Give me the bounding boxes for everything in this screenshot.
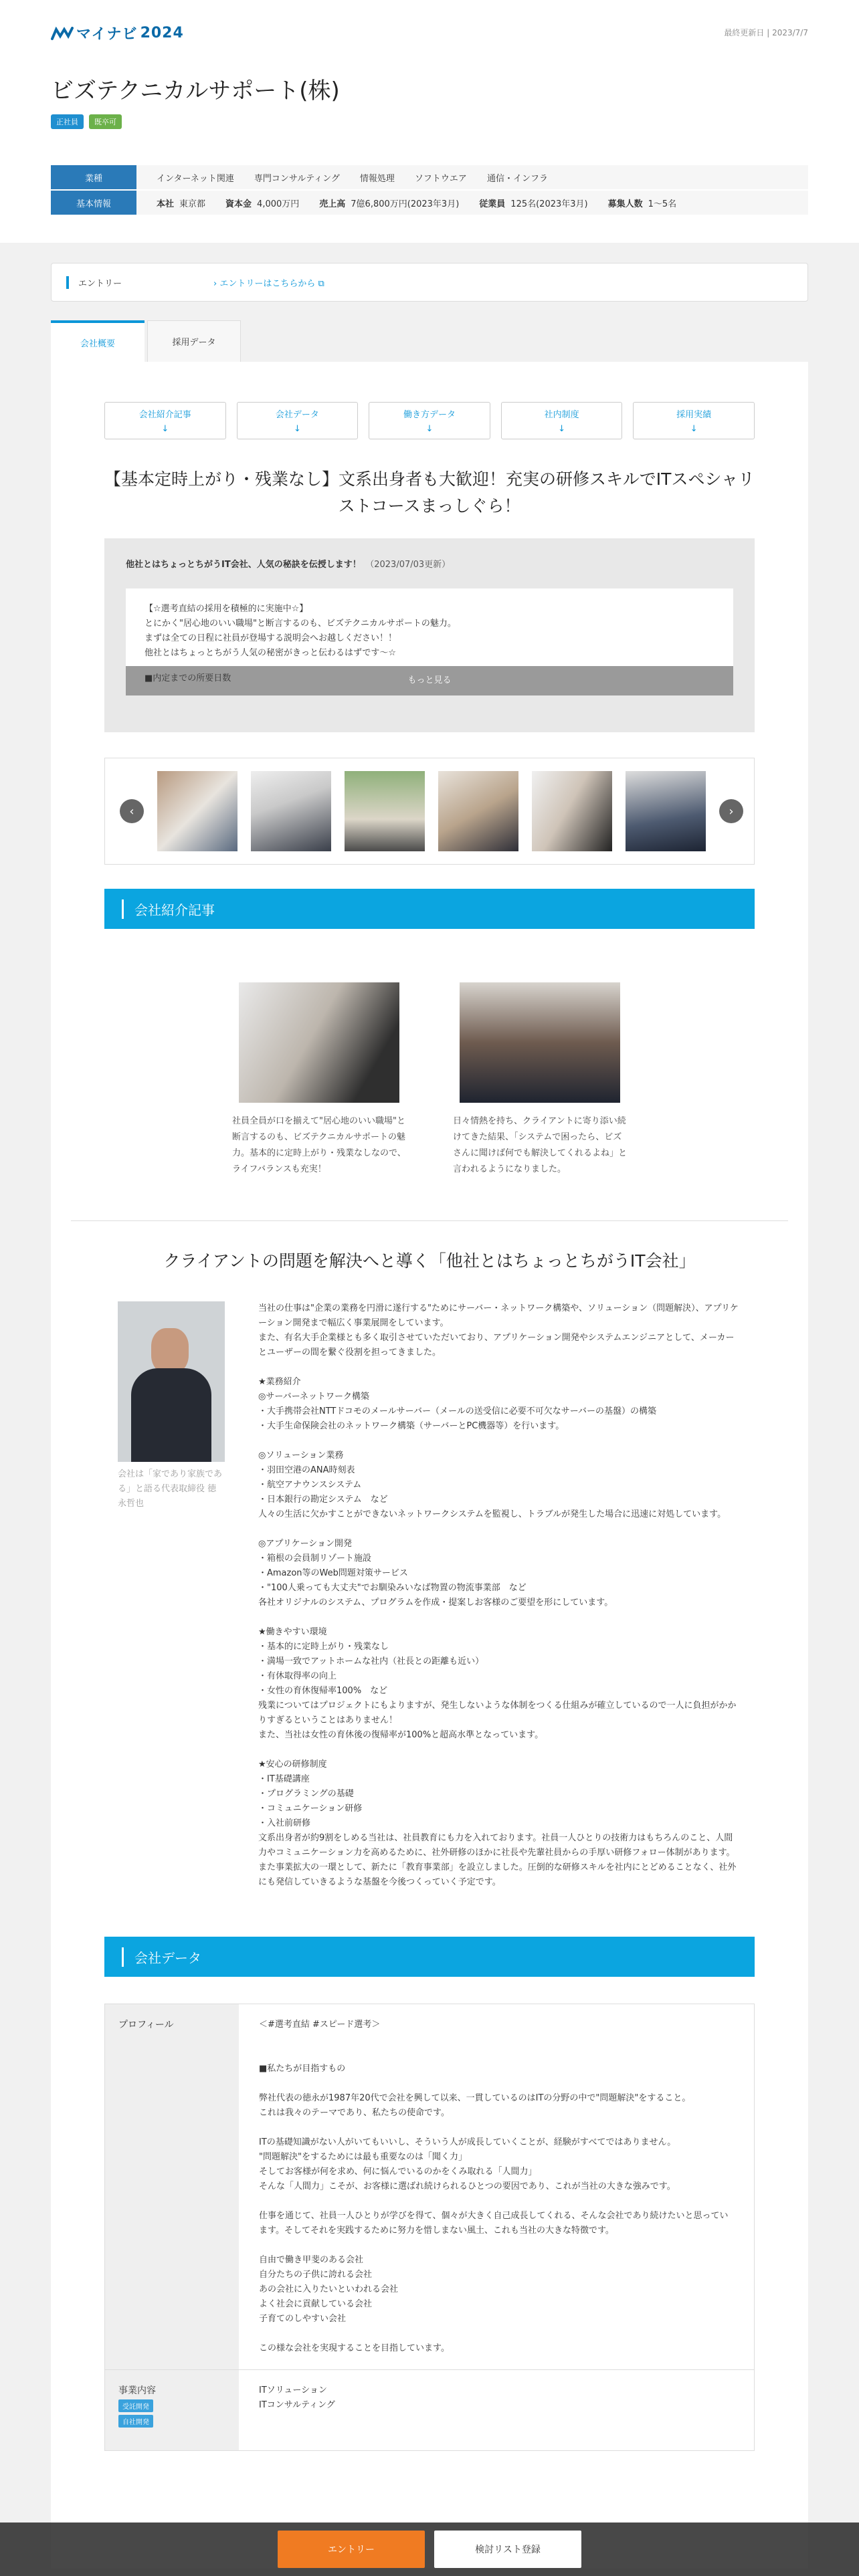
notice-body: 【☆選考直結の採用を積極的に実施中☆】 とにかく"居心地のいい職場"と断言するのも、ビズテクニカルサポートの魅力。 まずは全ての日程に社員が登場する説明会へお越しください！！ 他社とはちょっとちがう人気の秘密がきっと伝わるはずです〜☆ (145, 604, 456, 658)
anchor-work-data-label: 働き方データ (403, 410, 456, 420)
sales (319, 197, 459, 209)
mynavi-logo[interactable] (51, 23, 184, 43)
ceo-face (151, 1328, 189, 1374)
profile-table (104, 2004, 755, 2451)
arrow-down-icon: ↓ (293, 424, 301, 434)
tab-company-overview[interactable]: 会社概要 (51, 320, 145, 362)
divider (71, 1220, 788, 1221)
industry-label: 業種 (51, 165, 136, 189)
entry-label: エントリー (66, 276, 213, 289)
company-info-table (51, 165, 808, 243)
sales-key: 売上高 (319, 199, 346, 209)
gallery-photo[interactable] (626, 771, 706, 851)
main-content (51, 362, 808, 2569)
industry-3: 情報処理 (359, 173, 395, 184)
capital (225, 197, 299, 209)
anchor-company-data-label: 会社データ (275, 410, 319, 420)
anchor-recruit-results[interactable] (633, 402, 755, 439)
industry-2: 専門コンサルティング (254, 173, 340, 184)
photo-gallery (104, 758, 755, 865)
employees (479, 197, 587, 209)
article-text: 社員全員が口を揃えて"居心地のいい職場"と断言するのも、ビズテクニカルサポートの魅力。基本的に定時上がり・残業なしなので、ライフバランスも充実！ (232, 1116, 406, 1174)
logo-year: 2024 (140, 25, 184, 41)
section-header-article (104, 889, 755, 929)
site-header (0, 0, 859, 63)
business-text: ITソリューション ITコンサルティング (259, 2385, 335, 2410)
last-updated: 最終更新日 | 2023/7/7 (724, 28, 808, 37)
section-article-title: 会社紹介記事 (122, 899, 215, 919)
gallery-photo[interactable] (532, 771, 612, 851)
catch-copy: 【基本定時上がり・残業なし】文系出身者も大歓迎！充実の研修スキルでITスペシャリストコースまっしぐら！ (104, 469, 755, 516)
notice-panel (104, 538, 755, 732)
ceo-section (104, 1301, 755, 1890)
article-text: 日々情熱を持ち、クライアントに寄り添い続けてきた結果、「システムで困ったら、ビズさんに聞けば何でも解決してくれるよね」と言われるようになりました。 (453, 1116, 628, 1174)
business-label-cell (105, 2370, 239, 2450)
entry-link[interactable]: › エントリーはこちらから ⧉ (213, 278, 324, 289)
ceo-caption: 会社は「家であり家族である」と語る代表取締役 徳永哲也 (118, 1469, 223, 1509)
arrow-down-icon: ↓ (558, 424, 566, 434)
business-pill: 自社開発 (118, 2415, 153, 2428)
notice-title-text: 他社とはちょっとちがうIT会社、人気の秘訣を伝授します！ (126, 560, 361, 570)
prev-arrow-icon[interactable]: ‹ (120, 799, 144, 823)
profile-label: プロフィール (105, 2004, 239, 2369)
industry-4: ソフトウエア (414, 173, 467, 184)
add-to-list-button[interactable]: 検討リスト登録 (434, 2531, 581, 2568)
basic-info-label: 基本情報 (51, 191, 136, 215)
article-list (104, 982, 755, 1178)
company-header (0, 63, 859, 243)
section-header-data (104, 1937, 755, 1977)
capital-key: 資本金 (225, 199, 252, 209)
ceo-heading: クライアントの問題を解決へと導く「他社とはちょっとちがうIT会社」 (163, 1251, 696, 1271)
article-card[interactable] (232, 982, 406, 1178)
gallery-photo[interactable] (251, 771, 331, 851)
anchor-company-data[interactable] (237, 402, 359, 439)
anchor-system-label: 社内制度 (544, 410, 579, 420)
entry-bar (51, 263, 808, 302)
notice-date: （2023/07/03更新） (369, 560, 451, 570)
recruit-key: 募集人数 (607, 199, 643, 209)
logo-text: マイナビ (76, 26, 138, 43)
business-label: 事業内容 (118, 2385, 156, 2396)
anchor-article[interactable] (104, 402, 226, 439)
entry-link-text: エントリーはこちらから (219, 278, 316, 289)
anchor-nav (104, 402, 755, 439)
company-name: ビズテクニカルサポート(株) (51, 78, 340, 104)
ceo-body: 当社の仕事は"企業の業務を円滑に遂行する"ためにサーバー・ネットワーク構築や、ソリューション（問題解決）、アプリケーション開発まで幅広く事業展開をしています。 また、有名大手企業様とも多く取引させていただいており、アプリケーション開発やシステムエンジニアとして、メーカーとユーザーの間を繋ぐ役割を担ってきました。 ★業務紹介 ◎サーバーネットワーク構築 ・大手携帯会社NTTドコモのメールサーバー（メールの送受信に必要不可欠なサーバーの基盤）の構築 ・大手生命保険会社のネットワーク構築（サーバーとPC機器等）を行います。 ◎ソリューション業務 ・羽田空港のANA時刻表 ・航空アナウンスシステム ・日本銀行の勘定システム など 人々の生活に欠かすことができないネットワークシステムを監視し、トラブルが発生した場合に迅速に対処しています。 ◎アプリケーション開発 ・箱根の会員制リゾート施設 ・Amazon等のWeb問題対策サービス ・"100人乗っても大丈夫"でお馴染みいなば物置の物流事業部 など 各社オリジナルのシステム、プログラムを作成・提案しお客様のご要望を形にしています。 ★働きやすい環境 ・基本的に定時上がり・残業なし ・満場一致でアットホームな社内（社長との距離も近い） ・有休取得率の向上 ・女性の育休復帰率100% など 残業についてはプロジェクトにもよりますが、発生しないような体制をつくる仕組みが確立しているので一人に負担がかかりすぎるということはありません！ また、当社は女性の育休後の復帰率が100%と超高水準となっています。 ★安心の研修制度 ・IT基礎講座 ・プログラミングの基礎 ・コミュニケーション研修 ・入社前研修 文系出身者が約9割をしめる当社は、社員教育にも力を入れております。社員一人ひとりの技術力はもちろんのこと、人間力やコミュニケーション力を高めるために、社外研修のほかに社長や先輩社員からの手厚い研修フォロー体制があります。 また事業拡大の一環として、新たに「教育事業部」を設立しました。圧倒的な研修スキルを社内にとどめることなく、社外にも発信していきるような基盤を今後つくっていく予定です。 (258, 1303, 739, 1887)
industry-5: 通信・インフラ (486, 173, 548, 184)
section-data-title: 会社データ (122, 1947, 201, 1967)
logo-mark-icon (51, 27, 74, 40)
sales-value: 7億6,800万円(2023年3月) (351, 199, 460, 209)
employees-key: 従業員 (479, 199, 506, 209)
entry-button[interactable]: エントリー (278, 2531, 425, 2568)
arrow-down-icon: ↓ (161, 424, 169, 434)
anchor-work-data[interactable] (369, 402, 490, 439)
anchor-system[interactable] (501, 402, 623, 439)
article-image (460, 982, 620, 1103)
article-card[interactable] (453, 982, 627, 1178)
hq (157, 197, 205, 209)
gallery-photo[interactable] (438, 771, 518, 851)
badge-seishain: 正社員 (51, 114, 84, 129)
capital-value: 4,000万円 (257, 199, 300, 209)
business-pill: 受託開発 (118, 2399, 153, 2412)
more-button[interactable]: もっと見る (126, 666, 733, 695)
employees-value: 125名(2023年3月) (510, 199, 588, 209)
recruit (608, 197, 677, 209)
article-image (239, 982, 399, 1103)
hq-value: 東京都 (179, 199, 206, 209)
anchor-article-label: 会社紹介記事 (138, 410, 191, 420)
notice-foot: ■内定までの所要日数 (145, 673, 231, 683)
industry-1: インターネット関連 (157, 173, 234, 184)
badge-kisotsu: 既卒可 (89, 114, 122, 129)
notice-body-box (126, 588, 733, 695)
anchor-recruit-results-label: 採用実績 (676, 410, 712, 420)
next-arrow-icon[interactable]: › (719, 799, 743, 823)
recruit-value: 1〜5名 (648, 199, 677, 209)
ceo-photo (118, 1301, 225, 1462)
sticky-footer (0, 2523, 859, 2576)
tab-recruit-data[interactable]: 採用データ (147, 320, 241, 362)
profile-text: ＜#選考直結 #スピード選考＞ ■私たちが目指すもの 弊社代表の徳永が1987年20代で会社を興して以来、一貫しているのはITの分野の中で"問題解決"をすること。 これは我々のテーマであり、私たちの使命です。 ITの基礎知識がない人がいてもいいし、そういう人が成長していくことが、経験がすべてではありません。 "問題解決"をするためには最も重要なのは「聞く力」 そしてお客様が何を求め、何に悩んでいるのかをくみ取れる「人間力」 そんな「人間力」こそが、お客様に選ばれ続けられるひとつの要因であり、これが当社の大きな強みです。 仕事を通じて、社員一人ひとりが学びを得て、個々が大きく自己成長してくれる、そんな会社であり続けたいと思っています。そしてそれを実践するために努力を惜しまない風土、これも当社の大きな特徴です。 自由で働き甲斐のある会社 自分たちの子供に誇れる会社 あの会社に入りたいといわれる会社 よく社会に貢献している会社 子育てのしやすい会社 この様な会社を実現することを目指しています。 (259, 2020, 729, 2353)
gallery-photo[interactable] (345, 771, 425, 851)
hq-key: 本社 (157, 199, 175, 209)
arrow-down-icon: ↓ (425, 424, 434, 434)
arrow-down-icon: ↓ (690, 424, 698, 434)
tab-bar (51, 320, 808, 362)
gallery-photo[interactable] (157, 771, 237, 851)
ceo-suit (131, 1368, 211, 1462)
notice-title (126, 557, 733, 570)
